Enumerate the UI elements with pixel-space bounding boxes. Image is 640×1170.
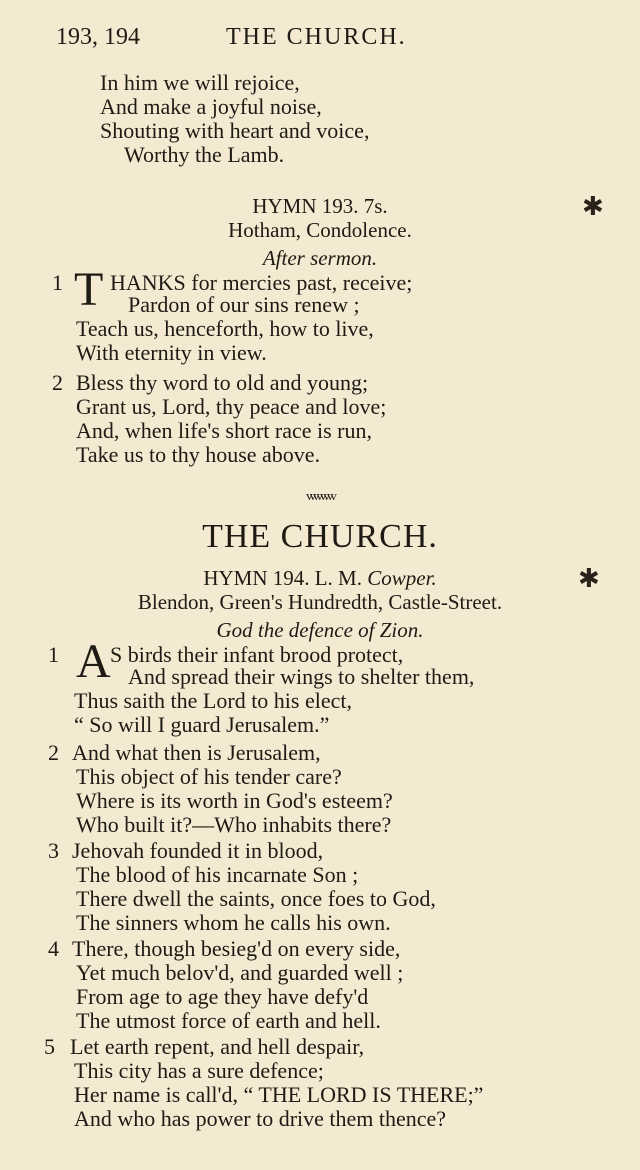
stanza-line: In him we will rejoice,: [100, 70, 300, 95]
verse-line: And who has power to drive them thence?: [74, 1106, 447, 1131]
running-title: THE CHURCH.: [226, 24, 407, 50]
verse-line: There dwell the saints, once foes to God,: [76, 886, 436, 911]
page-numbers: 193, 194: [56, 24, 140, 50]
verse-number: 1: [52, 270, 63, 295]
verse-line: “ So will I guard Jerusalem.”: [74, 712, 330, 737]
verse-line: Teach us, henceforth, how to live,: [76, 316, 374, 341]
verse-number: 2: [52, 370, 63, 395]
verse-line: S birds their infant brood protect,: [110, 642, 404, 667]
verse-line: Take us to thy house above.: [76, 442, 321, 467]
verse-line: And what then is Jerusalem,: [72, 740, 321, 765]
hymn-194-heading: HYMN 194. L. M.: [203, 566, 362, 590]
verse-line: The utmost force of earth and hell.: [76, 1008, 381, 1033]
verse-line: This object of his tender care?: [76, 764, 342, 789]
verse-line: And spread their wings to shelter them,: [128, 664, 475, 689]
hymn-194-subtitle: God the defence of Zion.: [216, 618, 424, 642]
verse-line: From age to age they have defy'd: [76, 984, 369, 1009]
verse-line: Jehovah founded it in blood,: [72, 838, 324, 863]
verse-line: Pardon of our sins renew ;: [128, 292, 360, 317]
verse-line: Let earth repent, and hell despair,: [70, 1034, 365, 1059]
verse-line: There, though besieg'd on every side,: [72, 936, 401, 961]
hymn-193-tunes: Hotham, Condolence.: [228, 218, 412, 242]
drop-cap: A: [76, 635, 111, 688]
verse-line: Grant us, Lord, thy peace and love;: [76, 394, 387, 419]
drop-cap: T: [74, 263, 104, 316]
verse-line: The sinners whom he calls his own.: [76, 910, 391, 935]
hymn-193-heading: HYMN 193. 7s.: [252, 194, 388, 218]
verse-number: 5: [44, 1034, 55, 1059]
hymn-193-subtitle: After sermon.: [262, 246, 378, 270]
verse-line: This city has a sure defence;: [74, 1058, 324, 1083]
verse-line: Her name is call'd, “ THE LORD IS THERE;”: [74, 1082, 484, 1107]
verse-number: 3: [48, 838, 59, 863]
ornament-icon: ✱: [578, 564, 600, 593]
section-title: THE CHURCH.: [202, 518, 438, 555]
verse-line: The blood of his incarnate Son ;: [76, 862, 359, 887]
hymn-194-tunes: Blendon, Green's Hundredth, Castle-Street.: [137, 590, 503, 614]
verse-line: And, when life's short race is run,: [76, 418, 373, 443]
verse-number: 1: [48, 642, 59, 667]
hymn-194-heading-line: [0, 566, 640, 591]
verse-number: 4: [48, 936, 59, 961]
ornament-icon: ✱: [582, 192, 604, 221]
stanza-line: And make a joyful noise,: [100, 94, 322, 119]
verse-line: With eternity in view.: [76, 340, 267, 365]
running-header: [56, 24, 576, 54]
ornamental-separator: ᵥᵥᵥᵥᵥᵥᵥᵥ: [306, 478, 334, 503]
stanza-line: Shouting with heart and voice,: [100, 118, 370, 143]
verse-line: Bless thy word to old and young;: [76, 370, 369, 395]
verse-number: 2: [48, 740, 59, 765]
verse-line: Yet much belov'd, and guarded well ;: [76, 960, 404, 985]
stanza-line: Worthy the Lamb.: [124, 142, 285, 167]
verse-line: Where is its worth in God's esteem?: [76, 788, 393, 813]
verse-line: HANKS for mercies past, receive;: [110, 270, 413, 295]
verse-line: Who built it?—Who inhabits there?: [76, 812, 392, 837]
verse-line: Thus saith the Lord to his elect,: [74, 688, 352, 713]
hymn-194-author: Cowper.: [367, 566, 437, 590]
